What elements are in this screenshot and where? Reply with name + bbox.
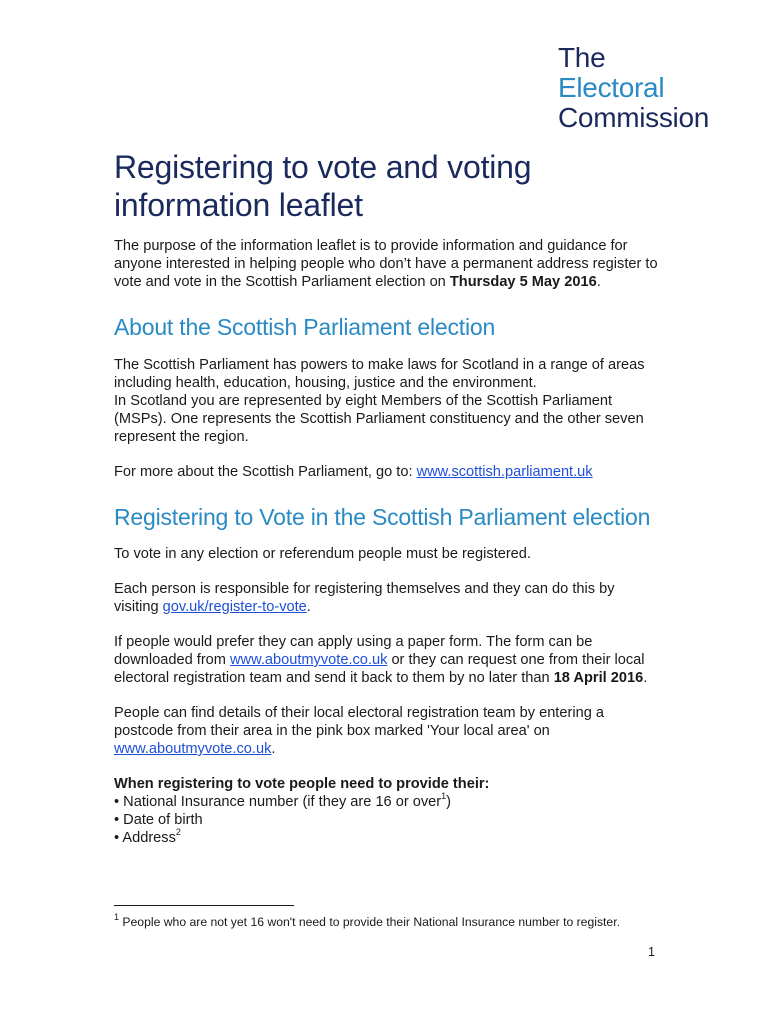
footnote-marker: 1 [114,911,120,922]
about-heading: About the Scottish Parliament election [114,314,496,340]
footnote-ref-1: 1 [441,791,447,802]
registering-paragraph-4: People can find details of their local electoral registration team by entering a postcode from their area in the pink box marked 'Your local area' on www.aboutmyvote.co.uk. [114,705,604,757]
footnote: $^1$ People who are not yet 16 won't need to provide their National Insurance number to register. [114,911,620,929]
list-item: • Address$^2$ [114,827,181,846]
scottish-parliament-link[interactable]: www.scottish.parliament.uk [416,464,593,480]
logo-line-commission: Commission [558,102,710,133]
registering-paragraph-1: To vote in any election or referendum people must be registered. [114,546,531,562]
registering-paragraph-3: If people would prefer they can apply using a paper form. The form can be downloaded from www.aboutmyvote.co.uk or they can request one from their local electoral registration team and send it back to them by no later than 18 April 2016. [114,634,648,686]
requirements-heading: When registering to vote people need to provide their: [114,776,490,792]
footnote-divider [114,905,294,906]
election-date: Thursday 5 May 2016 [449,274,597,290]
deadline-date: 18 April 2016 [553,670,644,686]
intro-paragraph: The purpose of the information leaflet is to provide information and guidance for anyone interested in helping people who don’t have a permanent address register to vote and vote in the Scottish Parliament election on Thursday 5 May 2016. [114,238,658,290]
aboutmyvote-link-2[interactable]: www.aboutmyvote.co.uk [114,741,272,757]
list-item: • National Insurance number (if they are 16 or over$^1$) [114,791,452,810]
document-body [114,148,659,847]
logo-line-the: The [558,42,606,73]
list-item: • Date of birth [114,812,203,828]
register-to-vote-link[interactable]: gov.uk/register-to-vote [162,599,307,615]
about-paragraph-1: The Scottish Parliament has powers to make laws for Scotland in a range of areas including health, education, housing, justice and the environment. In Scotland you are represented by eight Members of the Scottish Parliament (MSPs). One represents the Scottish Parliament constituency and the other seven represent the region. [114,357,645,445]
logo-line-electoral: Electoral [558,72,665,103]
footnote-ref-2: 2 [175,827,181,838]
registering-paragraph-2: Each person is responsible for registering themselves and they can do this by visiting gov.uk/register-to-vote. [114,581,615,615]
about-paragraph-2: For more about the Scottish Parliament, go to: www.scottish.parliament.uk [114,464,593,480]
electoral-commission-logo [558,43,709,133]
requirements-list [114,775,659,847]
registering-heading: Registering to Vote in the Scottish Parliament election [114,504,651,530]
aboutmyvote-link-1[interactable]: www.aboutmyvote.co.uk [230,652,388,668]
page-number: 1 [648,945,655,959]
page-title: Registering to vote and voting information leaflet [114,149,532,223]
